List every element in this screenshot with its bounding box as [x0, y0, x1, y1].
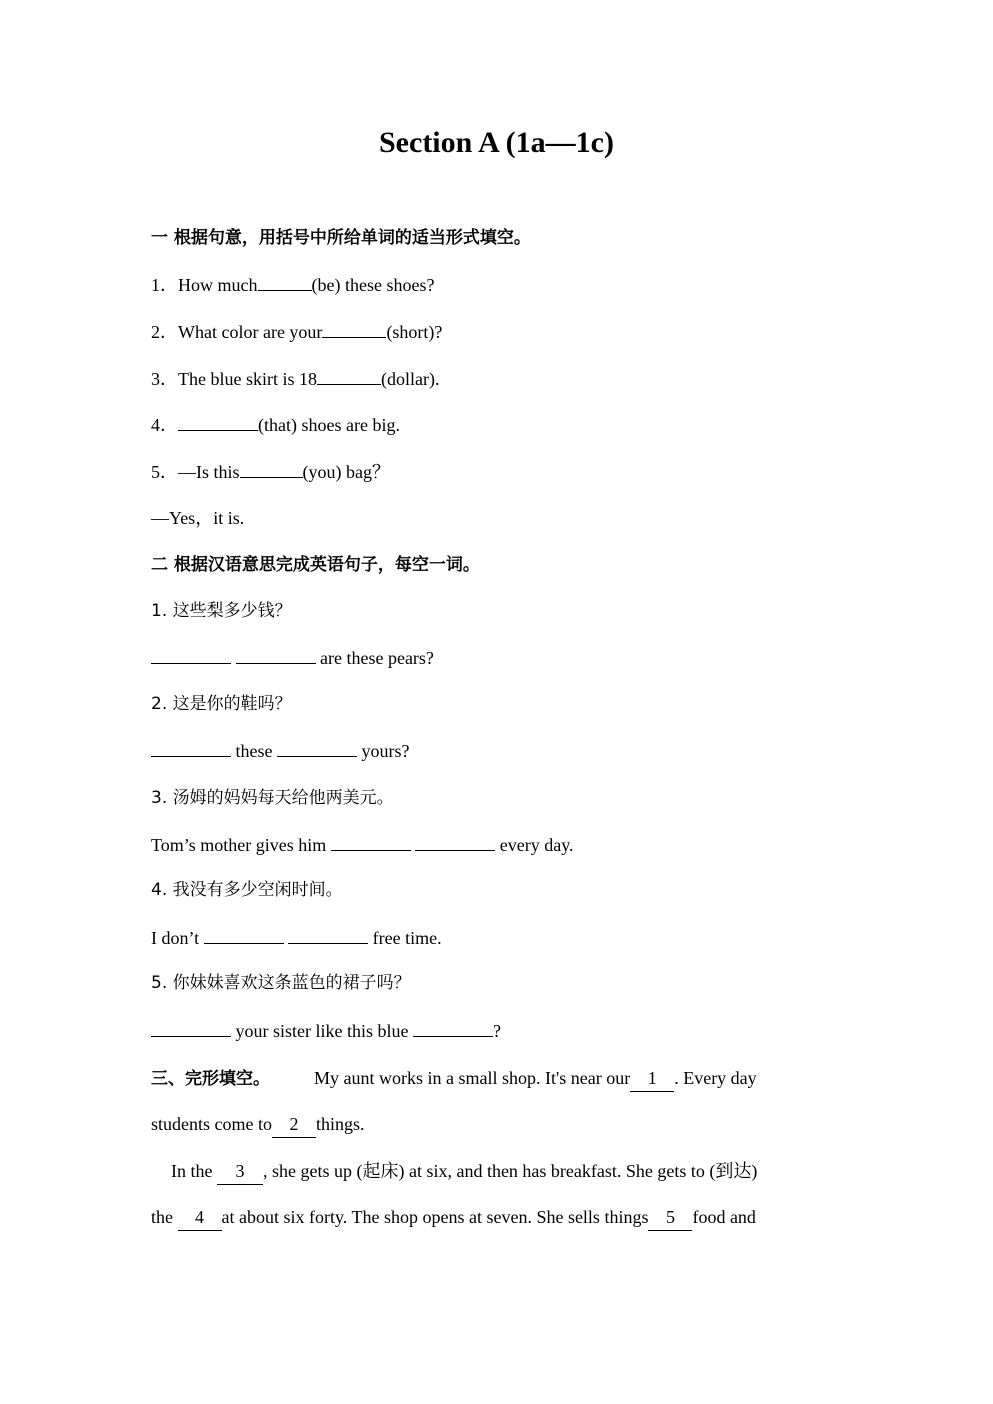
exercise-1-item-3: 3．The blue skirt is 18 (dollar). [151, 365, 841, 392]
cloze-line-1: 三、完形填空。 My aunt works in a small shop. It's near our 1 . Every day [151, 1065, 841, 1092]
answer-blank[interactable] [204, 924, 284, 944]
cloze-blank-5[interactable]: 5 [648, 1204, 692, 1231]
answer-blank[interactable] [258, 271, 312, 291]
page-title: Section A (1a—1c) [379, 126, 614, 159]
answer-blank[interactable] [317, 365, 381, 385]
exercise-1-item-2: 2．What color are your (short)? [151, 318, 841, 345]
cloze-blank-2[interactable]: 2 [272, 1111, 316, 1138]
answer-blank[interactable] [178, 411, 258, 431]
answer-blank[interactable] [413, 1017, 493, 1037]
section-three-heading: 三、完形填空。 [151, 1069, 270, 1089]
exercise-2-item-5-chinese: 5. 你妹妹喜欢这条蓝色的裙子吗？ [151, 973, 411, 993]
section-two-heading: 二 根据汉语意思完成英语句子，每空一词。 [151, 555, 480, 575]
answer-blank[interactable] [236, 644, 316, 664]
cloze-line-3: In the 3 , she gets up (起床) at six, and then has breakfast. She gets to (到达) [151, 1158, 841, 1185]
answer-blank[interactable] [288, 924, 368, 944]
exercise-2-item-2-english: these yours? [151, 737, 841, 764]
section-one-heading: 一 根据句意，用括号中所给单词的适当形式填空。 [151, 228, 531, 248]
answer-blank[interactable] [322, 318, 386, 338]
exercise-2-item-1-chinese: 1. 这些梨多少钱？ [151, 601, 292, 621]
exercise-2-item-5-english: your sister like this blue ? [151, 1017, 841, 1044]
exercise-2-item-2-chinese: 2. 这是你的鞋吗？ [151, 694, 292, 714]
answer-blank[interactable] [331, 831, 411, 851]
cloze-line-2: students come to 2 things. [151, 1111, 841, 1138]
answer-blank[interactable] [151, 644, 231, 664]
exercise-1-item-1: 1．How much (be) these shoes? [151, 271, 841, 298]
cloze-line-4: the 4 at about six forty. The shop opens at seven. She sells things 5 food and [151, 1204, 841, 1231]
exercise-2-item-4-english: I don’t free time. [151, 924, 841, 951]
answer-blank[interactable] [415, 831, 495, 851]
answer-blank[interactable] [277, 737, 357, 757]
cloze-blank-3[interactable]: 3 [217, 1158, 263, 1185]
answer-blank[interactable] [151, 737, 231, 757]
exercise-1-item-5: 5．—Is this (you) bag？ [151, 458, 841, 485]
exercise-2-item-3-english: Tom’s mother gives him every day. [151, 831, 841, 858]
exercise-2-item-3-chinese: 3. 汤姆的妈妈每天给他两美元。 [151, 788, 394, 808]
exercise-2-item-1-english: are these pears? [151, 644, 841, 671]
answer-blank[interactable] [240, 458, 303, 478]
answer-blank[interactable] [151, 1017, 231, 1037]
cloze-blank-1[interactable]: 1 [630, 1065, 674, 1092]
exercise-1-item-4: 4． (that) shoes are big. [151, 411, 841, 438]
exercise-1-item-5-answer: —Yes，it is. [151, 508, 245, 528]
exercise-2-item-4-chinese: 4. 我没有多少空闲时间。 [151, 880, 343, 900]
cloze-blank-4[interactable]: 4 [178, 1204, 222, 1231]
